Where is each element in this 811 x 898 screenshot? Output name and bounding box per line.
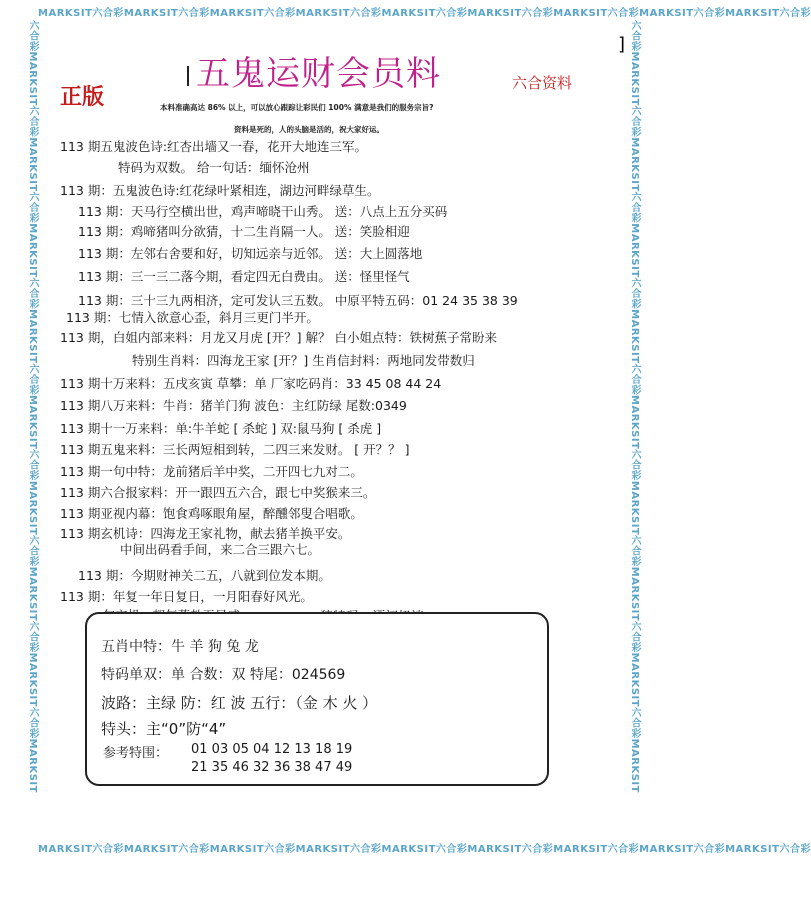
ref-row-2: 21 35 46 32 36 38 47 49 <box>191 760 353 775</box>
line-19: 113 期玄机诗：四海龙王家礼物，献去猪羊换平安。 <box>60 526 351 541</box>
line-2: 特码为双数。 给一句话：缅怀沧州 <box>118 160 310 175</box>
line-9: 113 期：七情入欲意心歪，斜月三更门半开。 <box>66 310 319 325</box>
line-18: 113 期亚视内幕：饱食鸡啄眼角屋，醉醺邻叟合唱歌。 <box>60 506 363 521</box>
watermark-left: 六合彩MARKSIT六合彩MARKSIT六合彩MARKSIT六合彩MARKSIT六合彩MARKSIT六合彩MARKSIT六合彩MARKSIT六合彩MARKSIT六合彩MARKSIT <box>27 20 38 793</box>
line-12: 113 期十万来料：五戌亥寅 草攀：单 厂家吃码肖：33 45 08 44 24 <box>60 376 442 391</box>
prediction-box <box>85 612 549 786</box>
ref-label: 参考特围： <box>103 746 169 761</box>
watermark-right: 六合彩MARKSIT六合彩MARKSIT六合彩MARKSIT六合彩MARKSIT六合彩MARKSIT六合彩MARKSIT六合彩MARKSIT六合彩MARKSIT六合彩MARKSIT <box>629 20 640 793</box>
line-22: 113 期：年复一年日复日，一月阳春好风光。 <box>60 589 313 604</box>
line-6: 113 期：左邻右舍要和好，切知远亲与近邻。 送：大上圆落地 <box>78 246 423 261</box>
badge-genuine: 正版 <box>60 84 105 110</box>
ref-row-1: 01 03 05 04 12 13 18 19 <box>191 742 353 757</box>
title-bar <box>187 66 189 86</box>
wave-line: 波路：主绿 防：红 波 五行：（金 木 火 ） <box>101 694 378 712</box>
line-15: 113 期五鬼来料：三长两短相到转，二四三来发财。 [ 开？？ ] <box>60 442 410 457</box>
line-8: 113 期：三十三九两相济，定可发认三五数。 中原平特五码：01 24 35 38 39 <box>78 293 518 308</box>
five-zodiac-line: 五肖中特：牛 羊 狗 兔 龙 <box>101 639 259 655</box>
watermark-top: MARKSIT六合彩MARKSIT六合彩MARKSIT六合彩MARKSIT六合彩MARKSIT六合彩MARKSIT六合彩MARKSIT六合彩MARKSIT六合彩MARKSIT六合彩 <box>38 8 811 19</box>
line-7: 113 期：三一三二落今期，看定四无白费由。 送：怪里怪气 <box>78 269 410 284</box>
line-21: 113 期：今期财神关二五，八就到位发本期。 <box>78 568 331 583</box>
line-16: 113 期一句中特：龙前猪后羊中奖，二开四七九对二。 <box>60 464 363 479</box>
line-4: 113 期：天马行空横出世，鸡声啼晓干山秀。 送：八点上五分买码 <box>78 204 448 219</box>
badge-lottery-data: 六合资料 <box>512 74 573 92</box>
page-title: 五鬼运财会员料 <box>196 54 441 94</box>
note-accuracy: 本料准确高达 86% 以上，可以放心跟踪让彩民们 100% 满意是我们的服务宗旨? <box>160 103 434 112</box>
line-10: 113 期，白姐内部来料：月龙又月虎 [开？] 解？ 白小姐点特：铁树蕉子常盼来 <box>60 330 498 345</box>
line-14: 113 期十一万来料：单:牛羊蛇 [ 杀蛇 ] 双:鼠马狗 [ 杀虎 ] <box>60 421 382 436</box>
head-line: 特头：主“0”防“4” <box>101 720 227 738</box>
watermark-bottom: MARKSIT六合彩MARKSIT六合彩MARKSIT六合彩MARKSIT六合彩MARKSIT六合彩MARKSIT六合彩MARKSIT六合彩MARKSIT六合彩MARKSIT六合彩 <box>38 844 811 855</box>
note-good-luck: 资料是死的，人的头脑是活的，祝大家好运。 <box>234 125 384 134</box>
line-3: 113 期：五鬼波色诗:红花绿叶紧相连，湖边河畔绿草生。 <box>60 183 380 198</box>
line-20: 中间出码看手间，来二合三跟六七。 <box>120 542 321 557</box>
line-5: 113 期：鸡啼猪叫分欲猜，十二生肖隔一人。 送：笑脸相迎 <box>78 224 410 239</box>
line-11: 特别生肖料：四海龙王家 [开？] 生肖信封料：两地同发带数归 <box>132 353 475 368</box>
corner-bracket: ] <box>618 34 626 55</box>
line-13: 113 期八万来料：牛肖：猪羊门狗 波色：主红防绿 尾数:0349 <box>60 398 407 413</box>
line-1: 113 期五鬼波色诗:红杏出墙又一春，花开大地连三军。 <box>60 139 368 154</box>
odd-even-line: 特码单双：单 合数：双 特尾：024569 <box>101 667 346 683</box>
line-17: 113 期六合报家料：开一跟四五六合，跟七中奖猴来三。 <box>60 485 376 500</box>
